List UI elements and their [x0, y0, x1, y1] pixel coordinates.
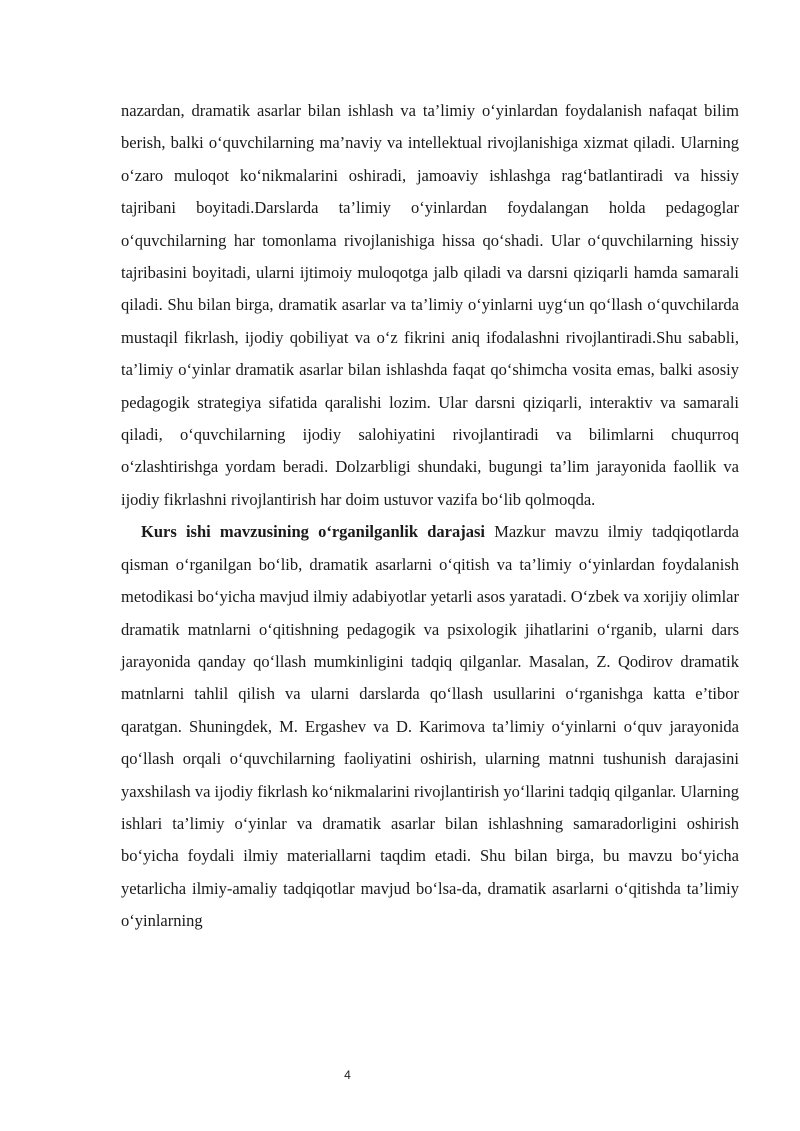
paragraph-text: nazardan, dramatik asarlar bilan ishlash va ta’limiy o‘yinlardan foydalanish nafaqat bilim berish, balki o‘quvchilarning ma’naviy va intellektual rivojlanishiga xizmat qiladi. Ularning o‘zaro muloqot ko‘nikmalarini oshiradi, jamoaviy ishlashga rag‘batlantiradi va hissiy tajribani boyitadi.Darslarda ta’limiy o‘yinlardan foydalangan holda pedagoglar o‘quvchilarning har tomonlama rivojlanishiga hissa qo‘shadi. Ular o‘quvchilarning hissiy tajribasini boyitadi, ularni ijtimoiy muloqotga jalb qiladi va darsni qiziqarli hamda samarali qiladi. Shu bilan birga, dramatik asarlar va ta’limiy o‘yinlarni uyg‘un qo‘llash o‘quvchilarda mustaqil fikrlash, ijodiy qobiliyat va o‘z fikrini aniq ifodalashni rivojlantiradi.Shu sababli, ta’limiy o‘yinlar dramatik asarlar bilan ishlashda faqat qo‘shimcha vosita emas, balki asosiy pedagogik strategiya sifatida qaralishi lozim. Ular darsni qiziqarli, interaktiv va samarali qiladi, o‘quvchilarning ijodiy salohiyatini rivojlantiradi va bilimlarni chuqurroq o‘zlashtirishga yordam beradi. Dolzarbligi shundaki, bugungi ta’lim jarayonida faollik va ijodiy fikrlashni rivojlantirish har doim ustuvor vazifa bo‘lib qolmoqda. — [121, 101, 739, 509]
paragraph-continuation — [121, 95, 739, 516]
body-text — [121, 95, 739, 938]
page-number: 4 — [344, 1068, 351, 1082]
paragraph-text: Mazkur mavzu ilmiy tadqiqotlarda qisman o‘rganilgan bo‘lib, dramatik asarlarni o‘qitish va ta’limiy o‘yinlardan foydalanish metodikasi bo‘yicha mavjud ilmiy adabiyotlar yetarli asos yaratadi. O‘zbek va xorijiy olimlar dramatik matnlarni o‘qitishning pedagogik va psixologik jihatlarini o‘rganib, ularni dars jarayonida qanday qo‘llash mumkinligini tadqiq qilganlar. Masalan, Z. Qodirov dramatik matnlarni tahlil qilish va ularni darslarda qo‘llash usullarini o‘rganishga katta e’tibor qaratgan. Shuningdek, M. Ergashev va D. Karimova ta’limiy o‘yinlarni o‘quv jarayonida qo‘llash orqali o‘quvchilarning faoliyatini oshirish, ularning matnni tushunish darajasini yaxshilash va ijodiy fikrlash ko‘nikmalarini rivojlantirish yo‘llarini tadqiq qilganlar. Ularning ishlari ta’limiy o‘yinlar va dramatik asarlar bilan ishlashning samaradorligini oshirish bo‘yicha foydali ilmiy materiallarni taqdim etadi. Shu bilan birga, bu mavzu bo‘yicha yetarlicha ilmiy-amaliy tadqiqotlar mavjud bo‘lsa-da, dramatik asarlarni o‘qitishda ta’limiy o‘yinlarning — [121, 522, 739, 931]
run-in-heading: Kurs ishi mavzusining o‘rganilganlik darajasi — [141, 522, 485, 542]
paragraph-study-level — [121, 516, 739, 937]
